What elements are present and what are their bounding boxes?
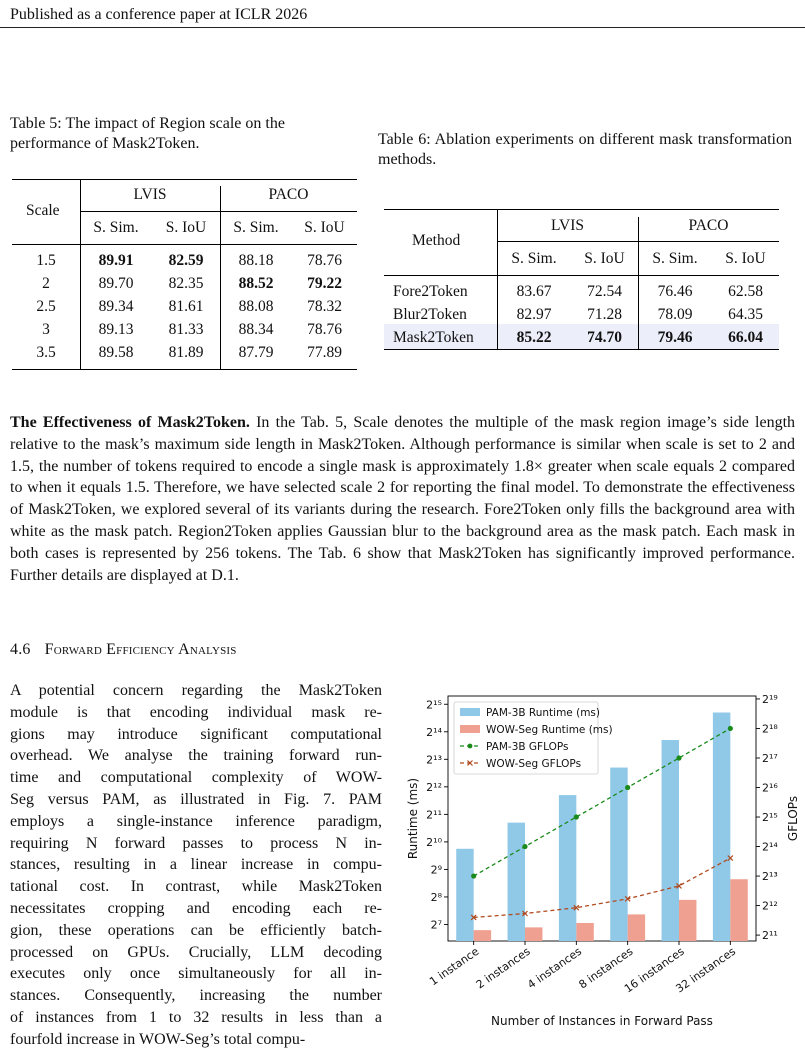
table6-cell: 64.35: [728, 306, 763, 323]
left-axis-tick-label: 2¹¹: [426, 808, 442, 822]
table5-cell: 88.08: [238, 298, 274, 315]
x-axis-tick-label: 2 instances: [473, 944, 533, 992]
table6-cell-method: Fore2Token: [393, 283, 468, 300]
table5-top-rule: [12, 179, 357, 180]
table6-sub-header: S. Sim.: [511, 250, 557, 267]
section-heading: [10, 641, 237, 659]
point-pam-gflops: [522, 844, 527, 849]
table5-cell: 89.34: [98, 298, 134, 315]
section-number: 4.6: [10, 641, 31, 658]
table6-cell: 72.54: [587, 283, 622, 300]
table5-sub-header: S. Sim.: [93, 219, 139, 236]
left-axis-tick-label: 2¹²: [426, 780, 442, 794]
table5-cell: 82.35: [168, 275, 204, 292]
table5-sub-header: S. Sim.: [233, 219, 279, 236]
paragraph-line: of instances from 1 to 32 results in less than a: [10, 1009, 382, 1026]
table6-header-method: Method: [412, 232, 461, 249]
table5-cell: 78.32: [307, 298, 342, 315]
legend-marker: [468, 744, 473, 749]
right-axis-tick-label: 2¹⁵: [762, 811, 778, 825]
paragraph-line: overhead. We analyse the training forward run-: [10, 747, 382, 765]
point-pam-gflops: [471, 873, 476, 878]
right-axis-tick-label: 2¹⁹: [762, 692, 778, 706]
table5-group-rule: [80, 211, 357, 212]
table6-header-paco: PACO: [688, 217, 729, 234]
point-pam-gflops: [625, 785, 630, 790]
table6-cell: 66.04: [728, 329, 763, 346]
table6-cell: 85.22: [516, 329, 552, 346]
paragraph-line: necessitates cropping and encoding each re-: [10, 900, 382, 917]
paragraph-line: requiring N forward passes to process N in-: [10, 834, 382, 852]
paragraph-line: executes only once simultaneously for all in-: [10, 965, 382, 983]
table5-sub-header: S. IoU: [304, 219, 345, 236]
table5-cell: 81.61: [168, 298, 204, 315]
paragraph-line: employs a single-instance inference paradigm,: [10, 812, 382, 830]
bar-wowseg-runtime: [730, 879, 747, 941]
left-axis-tick-label: 2¹⁰: [426, 835, 442, 849]
bar-pam-runtime: [508, 823, 525, 941]
table5-cell: 81.33: [168, 321, 204, 338]
table6-cell: 62.58: [728, 283, 763, 300]
paragraph-line: tational cost. In contrast, while Mask2Token: [10, 878, 382, 896]
running-header: Published as a conference paper at ICLR 2026: [10, 6, 308, 23]
bar-pam-runtime: [559, 795, 576, 941]
bar-wowseg-runtime: [679, 900, 696, 941]
paragraph-line: processed on GPUs. Crucially, LLM decoding: [10, 943, 382, 961]
bar-wowseg-runtime: [525, 927, 542, 941]
table6-mid-rule: [384, 275, 779, 276]
table6-cell: 83.67: [516, 283, 552, 300]
table5-cell: 89.91: [98, 252, 134, 269]
left-axis-tick-label: 2¹³: [426, 753, 442, 767]
table6-caption: Table 6: Ablation experiments on different mask transformation methods.: [378, 131, 792, 168]
x-axis-tick-label: 8 instances: [576, 944, 636, 992]
right-axis-tick-label: 2¹³: [762, 870, 778, 884]
table5-cell: 78.76: [307, 321, 342, 338]
table6-cell-method: Mask2Token: [393, 329, 474, 346]
legend-entry: WOW-Seg GFLOPs: [486, 758, 582, 770]
left-axis-tick-label: 2¹⁵: [426, 698, 442, 712]
bar-wowseg-runtime: [474, 930, 491, 941]
paragraph-line: stances, resulting in a linear increase in compu-: [10, 856, 382, 874]
right-axis-tick-label: 2¹⁶: [762, 781, 778, 795]
paragraph-heading: The Effectiveness of Mask2Token.: [10, 414, 250, 431]
bar-wowseg-runtime: [628, 914, 645, 941]
header-rule: [0, 27, 805, 28]
point-pam-gflops: [728, 726, 733, 731]
right-axis-tick-label: 2¹¹: [762, 929, 778, 943]
paragraph-line: module is that encoding individual mask re-: [10, 703, 382, 721]
table5-cell: 77.89: [307, 344, 342, 361]
table5-cell-scale: 2.5: [36, 298, 56, 315]
table5-cell: 89.58: [98, 344, 134, 361]
bar-wowseg-runtime: [576, 923, 593, 941]
table6-cell-method: Blur2Token: [393, 306, 467, 323]
bar-pam-runtime: [456, 849, 473, 941]
table5-bottom-rule: [12, 369, 357, 370]
y2-axis-label: GFLOPs: [786, 795, 800, 842]
table5-cell: 88.18: [238, 252, 274, 269]
table5-cell: 81.89: [168, 344, 204, 361]
bar-pam-runtime: [610, 768, 627, 941]
point-pam-gflops: [676, 755, 681, 760]
paragraph-line: A potential concern regarding the Mask2Token: [10, 682, 382, 699]
right-axis-tick-label: 2¹⁸: [762, 722, 778, 736]
paragraph-line: fourfold increase in WOW-Seg’s total compu-: [10, 1030, 306, 1048]
x-axis-tick-label: 1 instance: [427, 944, 482, 989]
paragraph-line: time and computational complexity of WOW-: [10, 769, 382, 787]
table5-cell-scale: 3.5: [36, 344, 56, 361]
x-axis-label: Number of Instances in Forward Pass: [491, 1014, 713, 1028]
table5-cell: 89.13: [98, 321, 134, 338]
table6-sub-header: S. IoU: [584, 250, 625, 267]
table6-sub-header: S. IoU: [725, 250, 766, 267]
table6-cell: 71.28: [587, 306, 622, 323]
left-axis-tick-label: 2⁷: [430, 918, 442, 932]
bar-pam-runtime: [662, 740, 679, 941]
section-title: Forward Efficiency Analysis: [44, 641, 237, 658]
table5-cell: 87.79: [238, 344, 274, 361]
table5-caption: Table 5: The impact of Region scale on the performance of Mask2Token.: [10, 115, 285, 152]
table6-sub-header: S. Sim.: [652, 250, 698, 267]
table5-mid-rule: [12, 244, 357, 245]
left-axis-tick-label: 2⁹: [430, 863, 442, 877]
table5-sub-header: S. IoU: [165, 219, 207, 236]
effectiveness-paragraph: [10, 412, 795, 586]
table5-cell-scale: 2: [42, 275, 50, 292]
x-axis-tick-label: 4 instances: [525, 944, 585, 992]
table6-cell: 79.46: [657, 329, 693, 346]
table6-cell: 74.70: [587, 329, 622, 346]
right-axis-tick-label: 2¹²: [762, 899, 778, 913]
paragraph-line: Seg versus PAM, as illustrated in Fig. 7. PAM: [10, 791, 382, 808]
table5-cell: 82.59: [168, 252, 204, 269]
table6-header-lvis: LVIS: [550, 217, 585, 234]
paragraph-line: gions may introduce significant computational: [10, 725, 382, 743]
legend-entry: PAM-3B Runtime (ms): [486, 707, 600, 719]
legend-swatch: [460, 725, 480, 733]
paragraph-body: In the Tab. 5, Scale denotes the multiple of the mask region image’s side length relative to the mask’s maximum side length in Mask2Token. Although performance is similar when scale is set to 2 and 1.5, the number of tokens required to encode a single mask is approximately 1.8× greater when scale equals 2 compared to when it equals 1.5. Therefore, we have selected scale 2 for reporting the final model. To demonstrate the effectiveness of Mask2Token, we explored several of its variants during the research. Fore2Token only fills the background area with white as the mask patch. Region2Token applies Gaussian blur to the background area as the mask patch. Each mask in both cases is represented by 256 tokens. The Tab. 6 show that Mask2Token has significantly improved performance. Further details are displayed at D.1.: [10, 414, 796, 584]
left-axis-tick-label: 2¹⁴: [426, 725, 442, 739]
right-axis-tick-label: 2¹⁷: [762, 751, 778, 765]
x-axis-tick-label: 32 instances: [673, 944, 739, 996]
point-pam-gflops: [574, 814, 579, 819]
paragraph-line: stances. Consequently, increasing the number: [10, 987, 382, 1005]
table6-top-rule: [384, 209, 779, 210]
legend-swatch: [460, 708, 480, 716]
table5-header-paco: PACO: [268, 186, 309, 203]
table5-cell-scale: 1.5: [36, 252, 56, 269]
y-axis-label: Runtime (ms): [406, 777, 420, 860]
table5-cell: 89.70: [98, 275, 134, 292]
table6-cell: 78.09: [657, 306, 693, 323]
table6-cell: 82.97: [516, 306, 552, 323]
table5-cell: 88.34: [238, 321, 274, 338]
legend-entry: WOW-Seg Runtime (ms): [486, 724, 613, 736]
bar-pam-runtime: [713, 713, 730, 941]
table6-bottom-rule: [384, 349, 779, 350]
runtime-gflops-chart: [400, 692, 805, 1037]
right-axis-tick-label: 2¹⁴: [762, 840, 778, 854]
x-axis-tick-label: 16 instances: [622, 944, 687, 996]
table5-header-scale: Scale: [26, 202, 60, 219]
table5-cell: 88.52: [238, 275, 274, 292]
table5-cell: 78.76: [307, 252, 342, 269]
table5-cell-scale: 3: [42, 321, 50, 338]
table5-header-lvis: LVIS: [133, 186, 167, 203]
paragraph-line: gion, these operations can be efficiently batch-: [10, 921, 382, 939]
table5-cell: 79.22: [307, 275, 342, 292]
legend-entry: PAM-3B GFLOPs: [486, 741, 569, 753]
left-axis-tick-label: 2⁸: [430, 890, 442, 904]
table6-cell: 76.46: [657, 283, 693, 300]
